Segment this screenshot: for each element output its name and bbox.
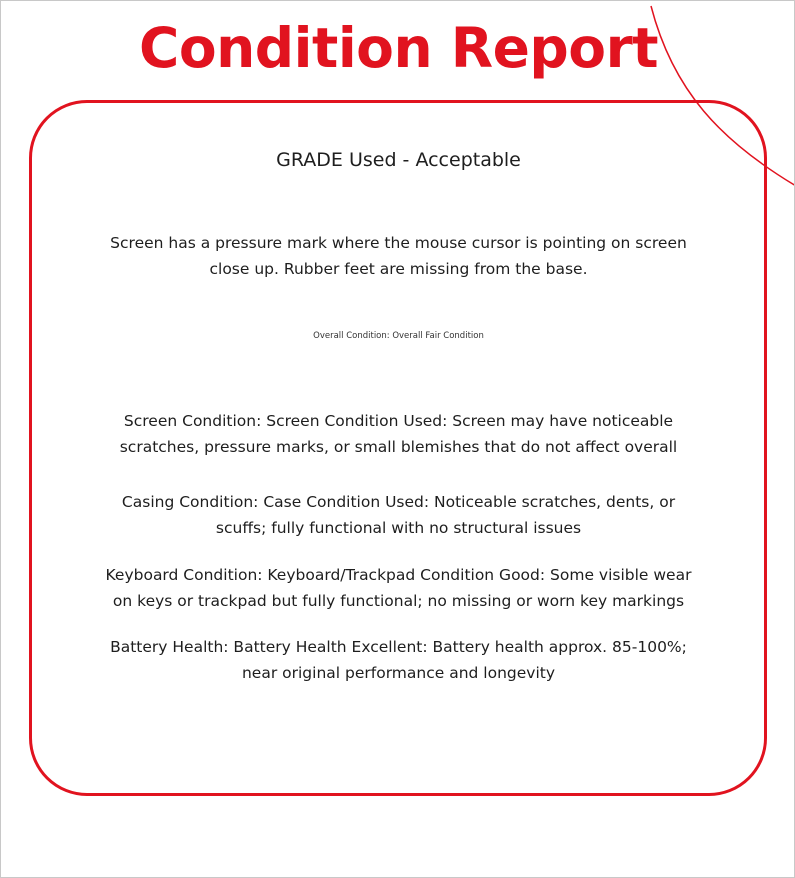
grade-heading: GRADE Used - Acceptable [276,149,521,171]
battery-health [61,634,736,686]
condition-line: scuffs; fully functional with no structural issues [215,519,582,537]
overall-condition: Overall Condition: Overall Fair Condition [313,331,484,341]
casing-condition [61,489,736,541]
page-title: Condition Report [139,16,658,80]
condition-line: Screen Condition: Screen Condition Used: Screen may have noticeable [123,412,674,430]
screen-condition [61,408,736,460]
condition-line: Casing Condition: Case Condition Used: Noticeable scratches, dents, or [121,493,676,511]
condition-line: near original performance and longevity [241,664,556,682]
description-line: Screen has a pressure mark where the mouse cursor is pointing on screen [110,234,687,252]
keyboard-condition [61,562,736,614]
condition-line: Battery Health: Battery Health Excellent: Battery health approx. 85-100%; [110,638,687,656]
condition-line: scratches, pressure marks, or small blemishes that do not affect overall [119,438,678,456]
condition-description [61,230,736,282]
condition-line: on keys or trackpad but fully functional; no missing or worn key markings [112,592,685,610]
condition-line: Keyboard Condition: Keyboard/Trackpad Condition Good: Some visible wear [105,566,692,584]
description-line: close up. Rubber feet are missing from the base. [209,260,588,278]
